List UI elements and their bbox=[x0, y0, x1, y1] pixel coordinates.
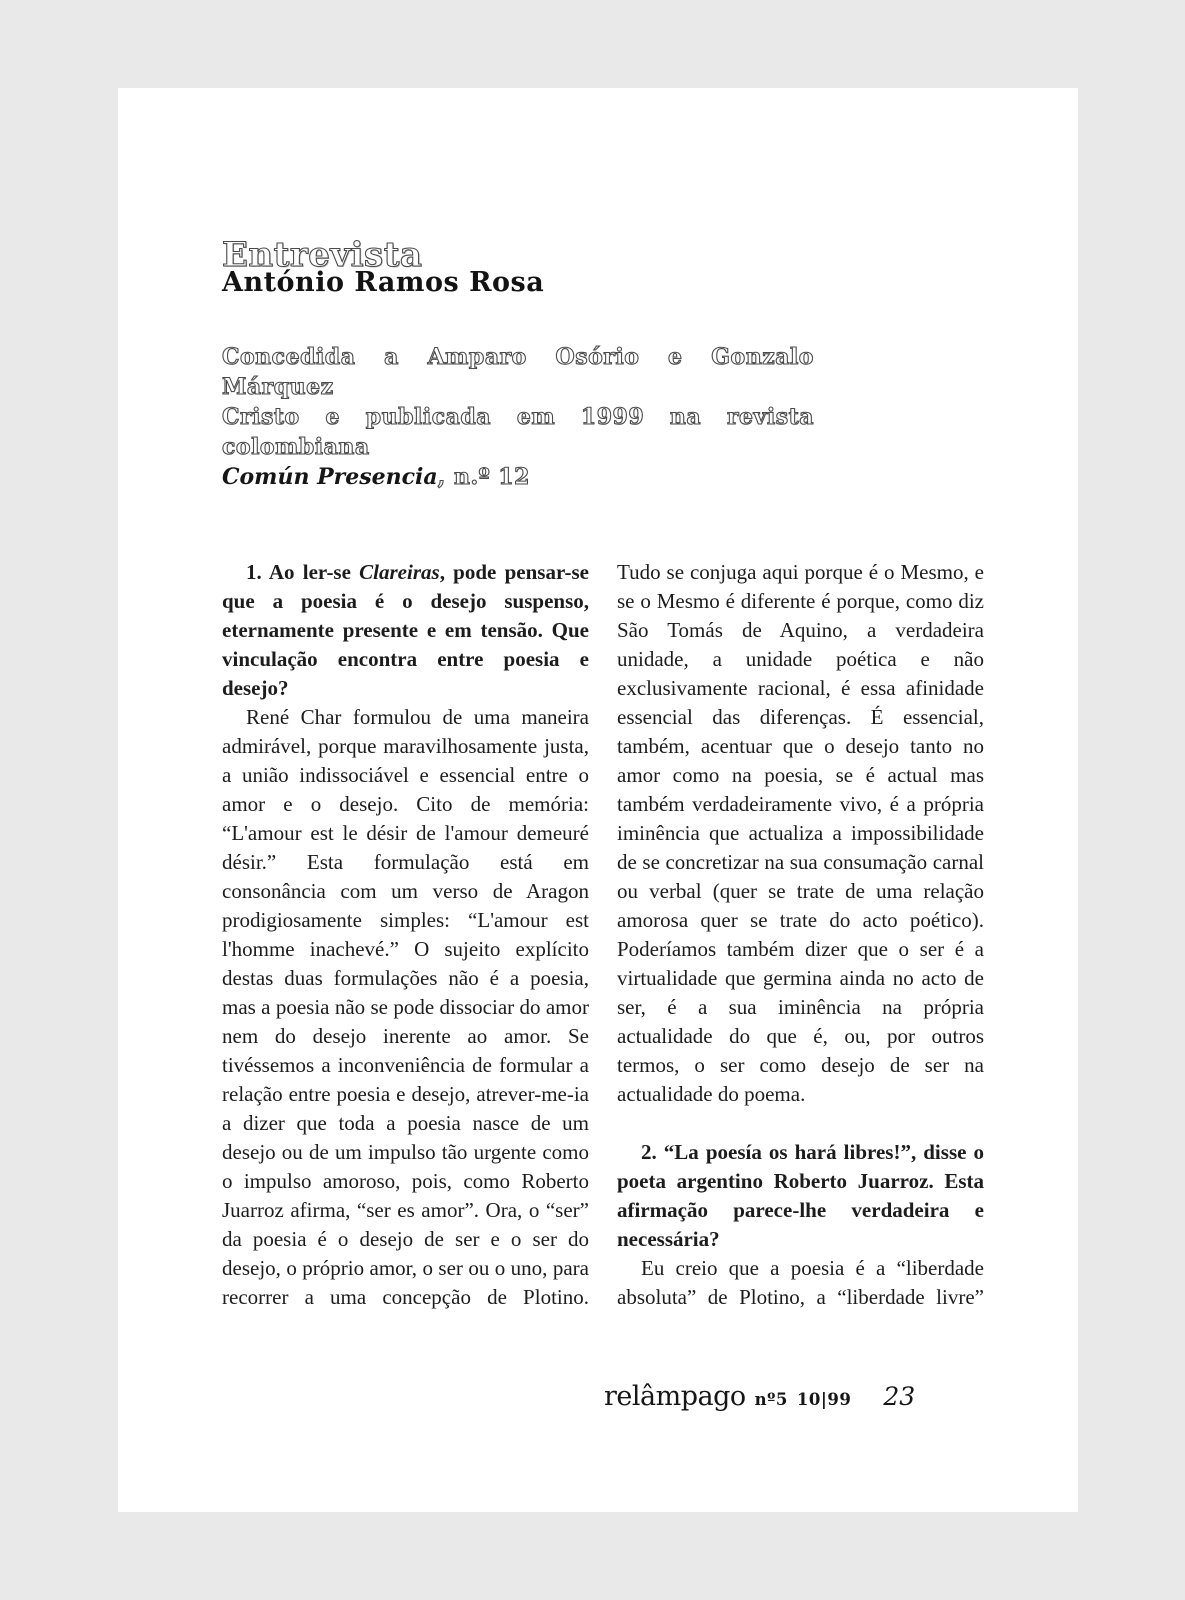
footer-issue-number: nº5 bbox=[754, 1390, 788, 1409]
author-name: António Ramos Rosa bbox=[222, 267, 545, 298]
footer-issue-date: 10|99 bbox=[796, 1390, 852, 1409]
text-segment: Tudo se conjuga aqui porque é o Mesmo, e se o Mesmo é diferente é porque, como diz São Tomás de Aquino, a verdadeira unidade, a unidade poética e não exclusivamente racional, é essa afinidade essencial das diferenças. É essencial, também, acentuar que o desejo tanto no amor como na poesia, se é actual mas também verdadeiramente vivo, é a própria iminência que actualiza a impossibilidade de se concretizar na sua consumação carnal ou verbal (quer se trate de uma relação amorosa quer se trate do acto poético). Poderíamos também dizer que o ser é a virtualidade que germina ainda no acto de ser, é a sua iminência na própria actualidade do que é, ou, por outros termos, o ser como desejo de ser na actualidade do poema. bbox=[617, 560, 984, 1106]
text-segment: Eu creio que a poesia é a “liberdade absoluta” de Plotino, a “liberdade livre” bbox=[617, 1256, 984, 1309]
text-segment: René Char formulou de uma maneira admirável, porque maravilhosamente justa, a união indissociável e essencial entre o amor e o desejo. Cito de memória: “L'amour est le désir de l'amour demeuré désir.” Esta formulação está em consonância com um verso de Aragon prodigiosamente simples: “L'amour est l'homme inachevé.” O sujeito explícito destas duas formulações não é a poesia, mas a poesia não se pode dissociar do amor nem do desejo inerente ao amor. Se tivéssemos a inconveniência de formular a relação entre poesia e desejo, atrever-me-ia a dizer que toda a poesia nasce de um desejo ou de um impulso tão urgente como o impulso amoroso, pois, como Roberto Juarroz afirma, “ser es amor”. Ora, o “ser” da poesia é o desejo de ser e o ser do desejo, o próprio amor, o ser ou o uno, para recorrer a uma concepção de Plotino. bbox=[222, 705, 589, 1309]
page-footer bbox=[604, 1381, 915, 1412]
text-segment: 1. Ao ler-se bbox=[246, 560, 360, 584]
text-segment: Clareiras bbox=[359, 560, 440, 584]
journal-title: Común Presencia bbox=[222, 464, 438, 490]
credit-block bbox=[222, 342, 814, 492]
text-segment: , pode pensar-se que a poesia é o desejo suspenso, eternamente presente e em tensão. Que vinculação encontra entre poesia e desejo? bbox=[222, 560, 589, 700]
page-number: 23 bbox=[883, 1382, 916, 1411]
magazine-page bbox=[118, 88, 1078, 1512]
question-paragraph bbox=[617, 1138, 984, 1254]
credit-line-2: Cristo e publicada em 1999 na revista colombiana bbox=[222, 404, 814, 460]
answer-paragraph bbox=[617, 1254, 984, 1312]
footer-journal-logo: relâmpago bbox=[604, 1381, 746, 1412]
question-paragraph bbox=[222, 558, 589, 703]
credit-line-1: Concedida a Amparo Osório e Gonzalo Márquez bbox=[222, 344, 814, 400]
credit-line-3 bbox=[222, 462, 814, 492]
issue-number: , n.º 12 bbox=[437, 464, 530, 490]
left-column bbox=[222, 558, 589, 1312]
right-column bbox=[617, 558, 984, 1312]
section-title: Entrevista bbox=[222, 235, 423, 275]
answer-paragraph bbox=[222, 703, 589, 1312]
article-body bbox=[222, 558, 984, 1312]
answer-paragraph bbox=[617, 558, 984, 1109]
text-segment: 2. “La poesía os hará libres!”, disse o poeta argentino Roberto Juarroz. Esta afirmação parece-lhe verdadeira e necessária? bbox=[617, 1140, 984, 1251]
